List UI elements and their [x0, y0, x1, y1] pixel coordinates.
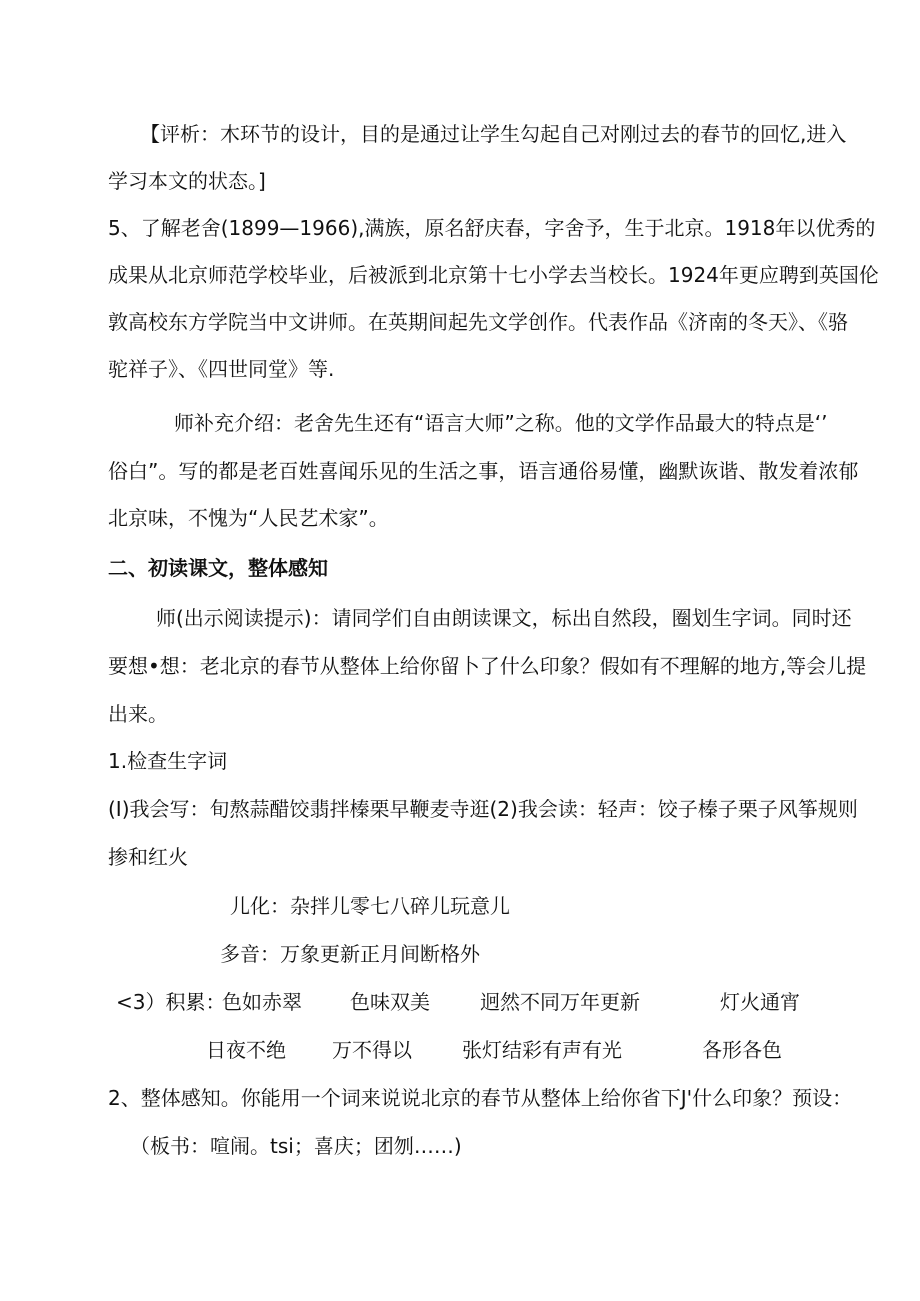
- perception-line-1: 2、整体感知。你能用一个词来说说北京的春节从整体上给你省下J'什么印象？预设：: [108, 1086, 853, 1110]
- section-heading: 二、初读课文，整体感知: [108, 556, 328, 580]
- comment-line-1: 【评析：木环节的设计，目的是通过让学生勾起自己对刚过去的春节的回忆,进入: [140, 122, 847, 146]
- perception-line-2: （板书：喧闹。tsi；喜庆；团刎……): [130, 1134, 462, 1158]
- accumulate-word: 万不得以: [332, 1038, 412, 1062]
- teacher-supplement-line-2: 俗白”。写的都是老百姓喜闻乐见的生活之事，语言通俗易懂，幽默诙谐、散发着浓郁: [108, 459, 859, 483]
- teacher-supplement-line-1: 师补充介绍：老舍先生还有“语言大师”之称。他的文学作品最大的特点是‘’: [174, 411, 828, 435]
- author-intro-line-3: 敦高校东方学院当中文讲师。在英期间起先文学创作。代表作品《济南的冬天》、《骆: [108, 310, 848, 334]
- accumulate-word: 迥然不同万年更新: [480, 990, 640, 1014]
- accumulate-label: <3）积累：: [116, 990, 226, 1014]
- author-intro-line-4: 驼祥子》、《四世同堂》等.: [108, 357, 335, 381]
- accumulate-word: 色如赤翠: [222, 990, 302, 1014]
- accumulate-word: 日夜不绝: [206, 1038, 286, 1062]
- vocab-duoyin: 多音：万象更新正月间断格外: [220, 942, 480, 966]
- comment-line-2: 学习本文的状态。]: [108, 169, 266, 193]
- teacher-supplement-line-3: 北京味，不愧为“人民艺术家”。: [108, 506, 389, 530]
- accumulate-word: 各形各色: [702, 1038, 782, 1062]
- vocab-line-2: 掺和红火: [108, 845, 188, 869]
- author-intro-line-2: 成果从北京师范学校毕业，后被派到北京第十七小学去当校长。1924年更应聘到英国伦: [108, 263, 879, 287]
- reading-prompt-line-1: 师(出示阅读提示)：请同学们自由朗读课文，标出自然段，圈划生字词。同时还: [156, 606, 852, 630]
- reading-prompt-line-3: 出来。: [108, 702, 168, 726]
- accumulate-word: 张灯结彩有声有光: [462, 1038, 622, 1062]
- reading-prompt-line-2: 要想•想：老北京的春节从整体上给你留卜了什么印象？假如有不理解的地方,等会儿提: [108, 654, 867, 678]
- accumulate-word: 色味双美: [350, 990, 430, 1014]
- vocab-heading: 1.检查生字词: [108, 749, 228, 773]
- accumulate-word: 灯火通宵: [720, 990, 800, 1014]
- vocab-erhua: 儿化：杂拌儿零七八碎儿玩意儿: [230, 894, 510, 918]
- vocab-line-1: (I)我会写：旬熬蒜醋饺翡拌榛栗早鞭麦寺逛(2)我会读：轻声：饺子榛子栗子风筝规则: [108, 797, 858, 821]
- author-intro-line-1: 5、了解老舍(1899—1966),满族，原名舒庆春，字舍予，生于北京。1918年以优秀的: [108, 216, 876, 240]
